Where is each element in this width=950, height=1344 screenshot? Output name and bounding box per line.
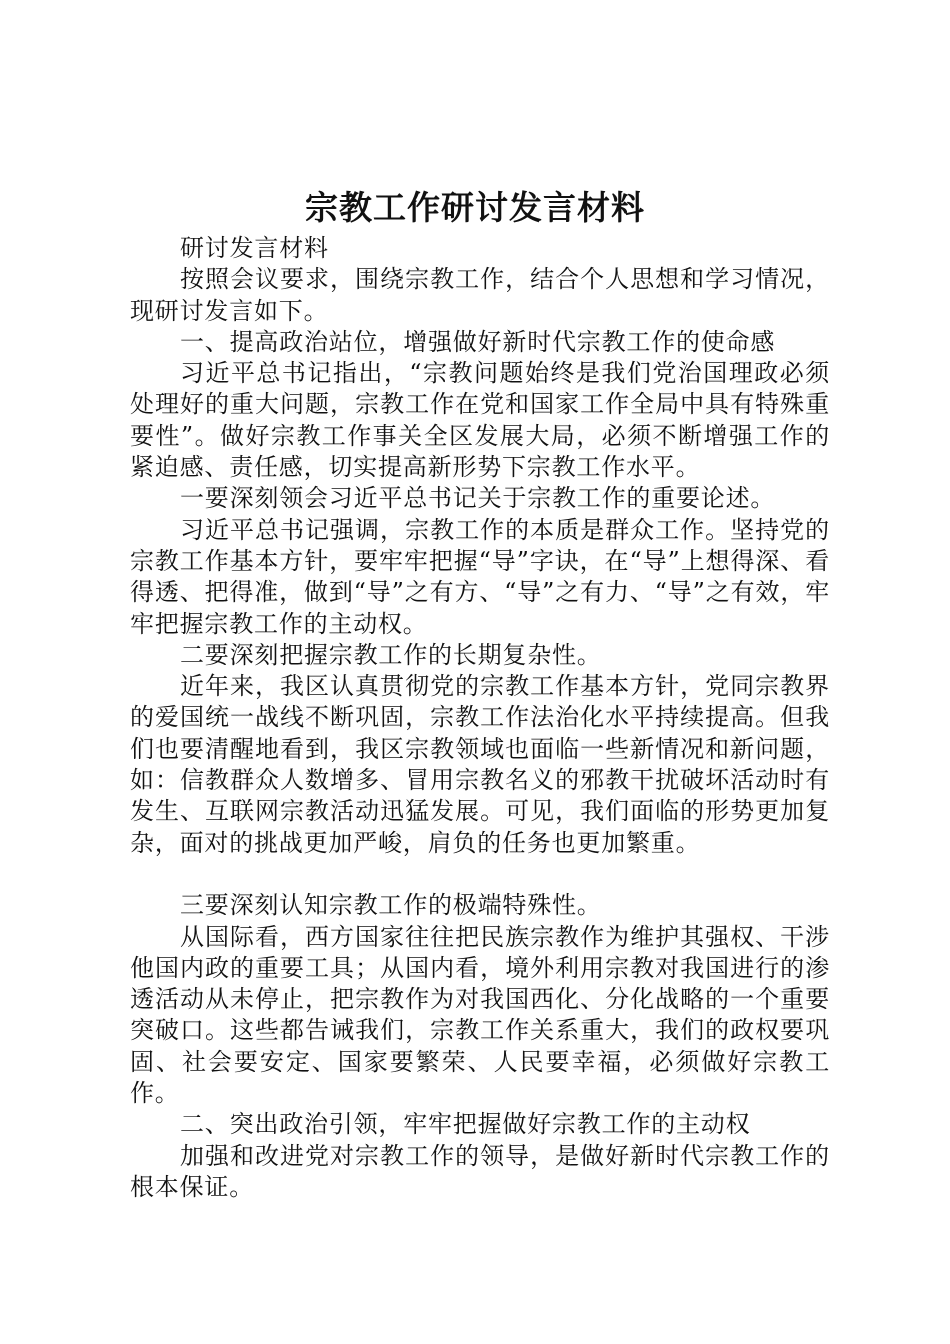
paragraph: 习近平总书记指出，“宗教问题始终是我们党治国理政必须处理好的重大问题，宗教工作在党和国家工作全局中具有特殊重要性”。做好宗教工作事关全区发展大局，必须不断增强工作的紧迫感、责任感，切实提高新形势下宗教工作水平。	[130, 359, 830, 482]
subheading-1: 一要深刻领会习近平总书记关于宗教工作的重要论述。	[180, 484, 776, 513]
subheading-2: 二要深刻把握宗教工作的长期复杂性。	[180, 640, 602, 669]
paragraph: 习近平总书记强调，宗教工作的本质是群众工作。坚持党的宗教工作基本方针，要牢牢把握“导”字诀，在“导”上想得深、看得透、把得准，做到“导”之有方、“导”之有力、“导”之有效，牢牢把握宗教工作的主动权。	[130, 515, 830, 638]
paragraph: 加强和改进党对宗教工作的领导，是做好新时代宗教工作的根本保证。	[130, 1141, 830, 1201]
heading-section-1: 一、提高政治站位，增强做好新时代宗教工作的使命感	[180, 327, 776, 356]
heading-section-2: 二、突出政治引领，牢牢把握做好宗教工作的主动权	[180, 1110, 751, 1139]
paragraph: 近年来，我区认真贯彻党的宗教工作基本方针，党同宗教界的爱国统一战线不断巩固，宗教工作法治化水平持续提高。但我们也要清醒地看到，我区宗教领域也面临一些新情况和新问题，如：信教群众人数增多、冒用宗教名义的邪教干扰破坏活动时有发生、互联网宗教活动迅猛发展。可见，我们面临的形势更加复杂，面对的挑战更加严峻，肩负的任务也更加繁重。	[130, 672, 830, 857]
paragraph-subtitle: 研讨发言材料	[180, 234, 329, 262]
paragraph: 从国际看，西方国家往往把民族宗教作为维护其强权、干涉他国内政的重要工具；从国内看，境外利用宗教对我国进行的渗透活动从未停止，把宗教作为对我国西化、分化战略的一个重要突破口。这些都告诫我们，宗教工作关系重大，我们的政权要巩固、社会要安定、国家要繁荣、人民要幸福，必须做好宗教工作。	[130, 922, 830, 1108]
document-body	[130, 233, 830, 1203]
document-title: 宗教工作研讨发言材料	[305, 188, 645, 227]
paragraph-intro: 按照会议要求，围绕宗教工作，结合个人思想和学习情况，现研讨发言如下。	[130, 265, 830, 325]
subheading-3: 三要深刻认知宗教工作的极端特殊性。	[180, 891, 602, 920]
